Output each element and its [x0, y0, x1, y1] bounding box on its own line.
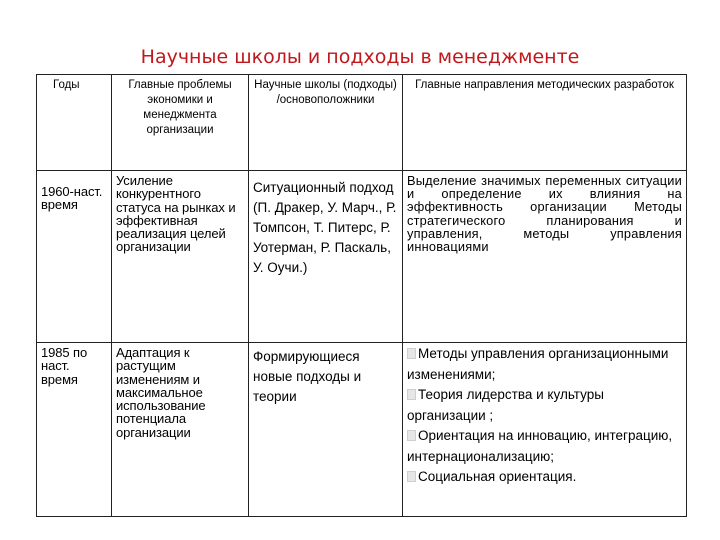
- cell-problems: Усиление конкурентного статуса на рынках и эффективная реализация целей организации: [112, 171, 249, 343]
- cell-years: 1985 по наст. время: [37, 343, 112, 517]
- list-item-text: Теория лидерства и культуры организации ;: [407, 387, 604, 423]
- cell-directions: Выделение значимых переменных ситуации и определение их влияния на эффективность организации Методы стратегического планирования и управления, методы управления инновациями: [403, 171, 687, 343]
- bullet-icon: [407, 348, 416, 359]
- table-row: [37, 343, 687, 517]
- list-item: [407, 344, 682, 385]
- list-item: [407, 385, 682, 426]
- list-item-text: Ориентация на инновацию, интеграцию, интернационализацию;: [407, 428, 673, 464]
- list-item: [407, 426, 682, 467]
- page-title: Научные школы и подходы в менеджменте: [140, 46, 580, 68]
- bullet-icon: [407, 389, 416, 400]
- list-item-text: Социальная ориентация.: [418, 469, 577, 484]
- header-problems: Главные проблемы экономики и менеджмента организации: [112, 75, 249, 171]
- list-item: [407, 467, 682, 488]
- header-row: [37, 75, 687, 171]
- header-years: Годы: [37, 75, 112, 171]
- list-item-text: Методы управления организационными изменениями;: [407, 346, 669, 382]
- cell-years: 1960-наст. время: [37, 171, 112, 343]
- header-directions: Главные направления методических разработок: [403, 75, 687, 171]
- cell-problems: Адаптация к растущим изменениям и максимальное использование потенциала организации: [112, 343, 249, 517]
- table-row: [37, 171, 687, 343]
- header-schools: Научные школы (подходы) /основоположники: [249, 75, 403, 171]
- cell-schools: Формирующиеся новые подходы и теории: [249, 343, 403, 517]
- bullet-icon: [407, 430, 416, 441]
- cell-schools: Ситуационный подход (П. Дракер, У. Марч., Р. Томпсон, Т. Питерс, Р. Уотерман, Р. Паскаль, У. Оучи.): [249, 171, 403, 343]
- bullet-icon: [407, 471, 416, 482]
- schools-table: [36, 74, 687, 517]
- cell-directions-list: [403, 343, 687, 517]
